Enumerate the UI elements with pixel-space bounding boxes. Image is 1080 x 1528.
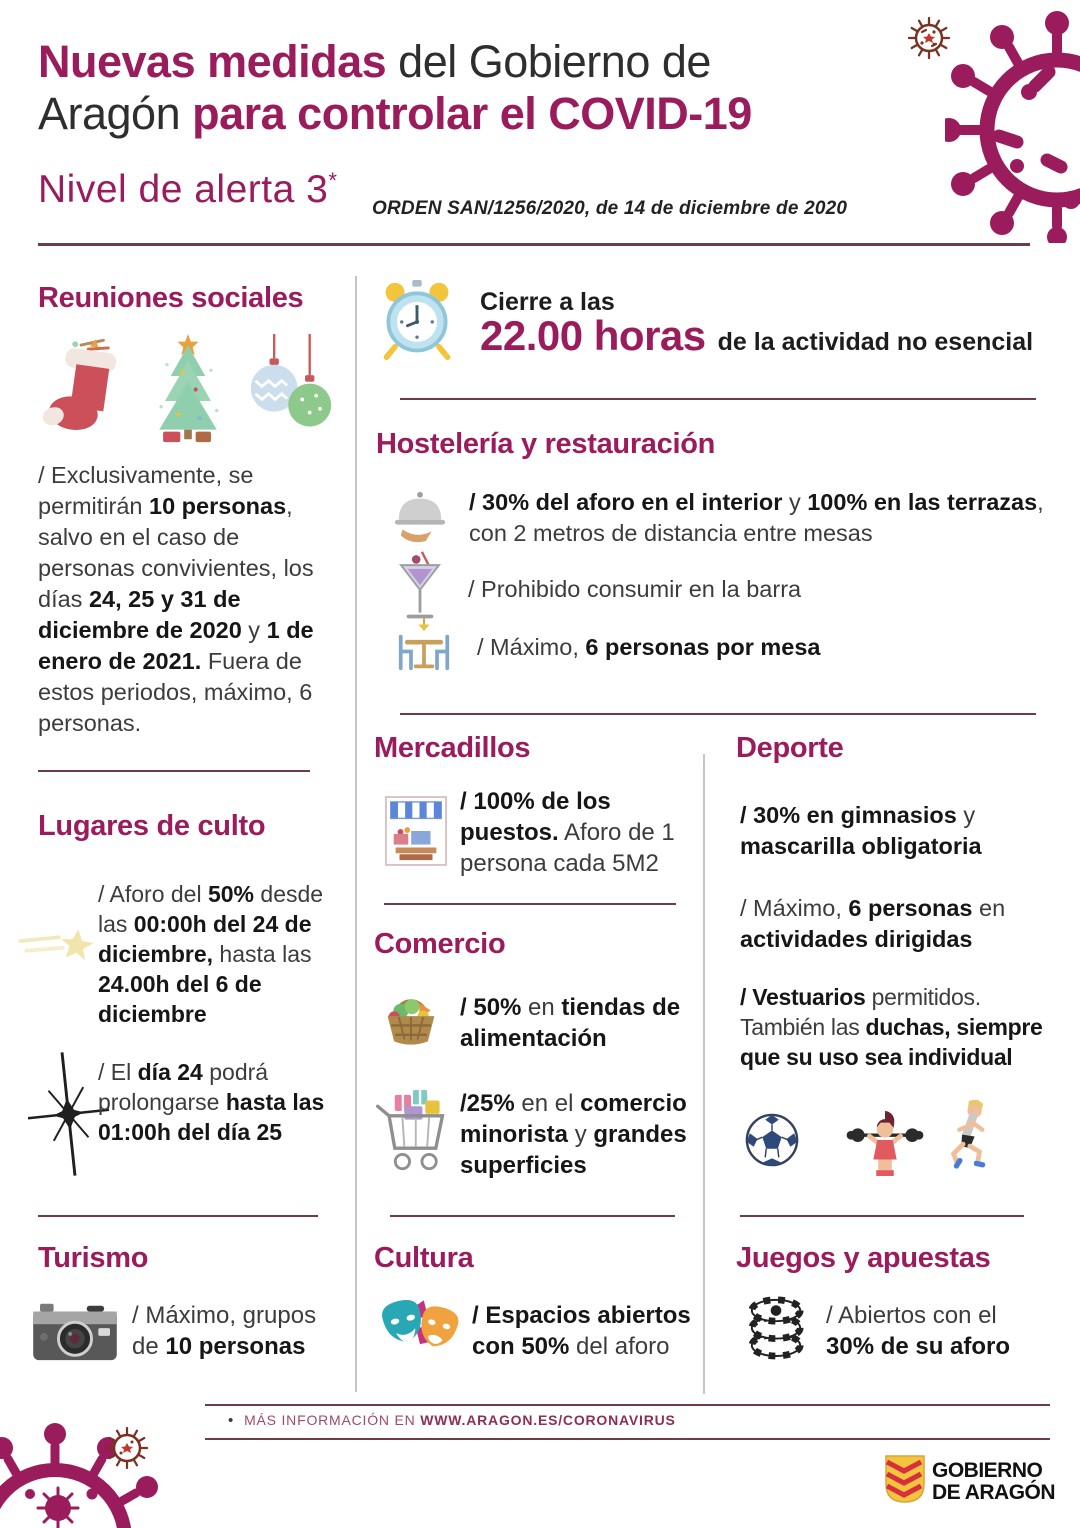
juegos-item-text: / Abiertos con el 30% de su aforo (826, 1302, 1011, 1361)
lugares-item-text: / El día 24 podrá prolongarse hasta las 01:00h del día 25 (98, 1059, 325, 1145)
section-title-reuniones: Reuniones sociales (38, 282, 304, 314)
section-rule (38, 770, 310, 772)
baubles-icon (248, 332, 334, 442)
closure-time: 22.00 horas (480, 312, 706, 359)
footer-info-url: WWW.ARAGON.ES/CORONAVIRUS (420, 1412, 676, 1428)
alert-asterisk: * (328, 168, 338, 193)
column-divider (355, 276, 357, 1392)
section-rule (390, 1215, 675, 1217)
weightlifting-icon (846, 1108, 924, 1181)
deporte-item-text: / 30% en gimnasios y mascarilla obligatoria (740, 802, 982, 860)
hosteleria-item-text: / Máximo, 6 personas por mesa (477, 633, 821, 660)
christmas-stocking-icon (40, 332, 128, 447)
comercio-item-text: /25% en el comercio minorista y grandes superficies (460, 1090, 687, 1180)
aragon-shield-icon (884, 1454, 926, 1509)
footer-rule (205, 1438, 1050, 1440)
shopping-cart-icon (370, 1085, 452, 1184)
hosteleria-item-text: / Prohibido consumir en la barra (468, 575, 802, 602)
cultura-item-text: / Espacios abiertos con 50% del aforo (472, 1302, 691, 1361)
footer-rule (205, 1404, 1050, 1406)
lugares-item-text: / Aforo del 50% desde las 00:00h del 24 de diciembre, hasta las 24.00h del 6 de diciembre (98, 881, 324, 1027)
turismo-item-text: / Máximo, grupos de 10 personas (132, 1302, 317, 1361)
closure-line1: Cierre a las (480, 288, 615, 316)
section-rule (38, 1215, 318, 1217)
reuniones-text: / Exclusivamente, se permitirán 10 personas, salvo en el caso de personas convivientes, los días 24, 25 y 31 de diciembre de 2020 y 1 de enero de 2021. Fuera de estos periodos, máximo, 6 personas. (38, 462, 314, 737)
section-title-comercio: Comercio (374, 928, 506, 960)
section-title-juegos: Juegos y apuestas (736, 1242, 991, 1274)
section-rule (400, 713, 1036, 715)
aragon-logo-text: GOBIERNO DE ARAGÓN (932, 1459, 1056, 1504)
section-rule (400, 398, 1036, 400)
footer-info-prefix: MÁS INFORMACIÓN EN (244, 1412, 421, 1428)
poker-chips-icon (746, 1292, 806, 1365)
table-chairs-icon (393, 618, 455, 677)
section-title-deporte: Deporte (736, 732, 844, 764)
section-title-lugares: Lugares de culto (38, 810, 266, 842)
hosteleria-item (393, 618, 1037, 677)
mercadillos-item-text: / 100% de los puestos. Aforo de 1 persona cada 5M2 (460, 788, 675, 878)
order-reference: ORDEN SAN/1256/2020, de 14 de diciembre de 2020 (372, 198, 848, 219)
serving-dish-icon (393, 487, 447, 548)
camera-icon (30, 1296, 120, 1371)
closure-line2 (480, 312, 1033, 360)
shooting-star-icon (16, 916, 102, 977)
christmas-tree-icon (140, 332, 236, 450)
page-title-line1: Nuevas medidas del Gobierno de (38, 36, 711, 87)
virus-icon (945, 8, 1080, 248)
market-stall-icon (384, 795, 448, 872)
holiday-icons-row (40, 332, 334, 450)
virus-icon (0, 1382, 235, 1528)
page-title (38, 36, 918, 140)
section-title-turismo: Turismo (38, 1242, 149, 1274)
comercio-item-text: / 50% en tiendas de alimentación (460, 994, 681, 1053)
alarm-clock-icon (376, 278, 458, 367)
theater-masks-icon (378, 1290, 462, 1371)
closure-suffix: de la actividad no esencial (717, 328, 1034, 356)
section-rule (740, 1215, 1024, 1217)
header-rule (38, 243, 1030, 246)
football-icon (744, 1112, 800, 1173)
hosteleria-item (393, 487, 1044, 549)
deporte-item-text: / Máximo, 6 personas en actividades dirigidas (740, 895, 1006, 953)
section-title-cultura: Cultura (374, 1242, 474, 1274)
hosteleria-item-text: / 30% del aforo en el interior y 100% en las terrazas, con 2 metros de distancia entre mesas (469, 489, 1044, 547)
footer-info (228, 1412, 676, 1429)
page-title-line2: Aragón para controlar el COVID-19 (38, 88, 752, 140)
aragon-logo (884, 1454, 1055, 1509)
footer-bullet: • (228, 1412, 235, 1429)
running-icon (938, 1100, 994, 1178)
food-basket-icon (382, 988, 440, 1051)
section-title-mercadillos: Mercadillos (374, 732, 531, 764)
section-rule (384, 903, 676, 905)
deporte-item-text: / Vestuarios permitidos. También las duchas, siempre que su uso sea individual (740, 984, 1043, 1070)
section-title-hosteleria: Hostelería y restauración (376, 428, 716, 460)
alert-level: Nivel de alerta 3* (38, 168, 338, 211)
